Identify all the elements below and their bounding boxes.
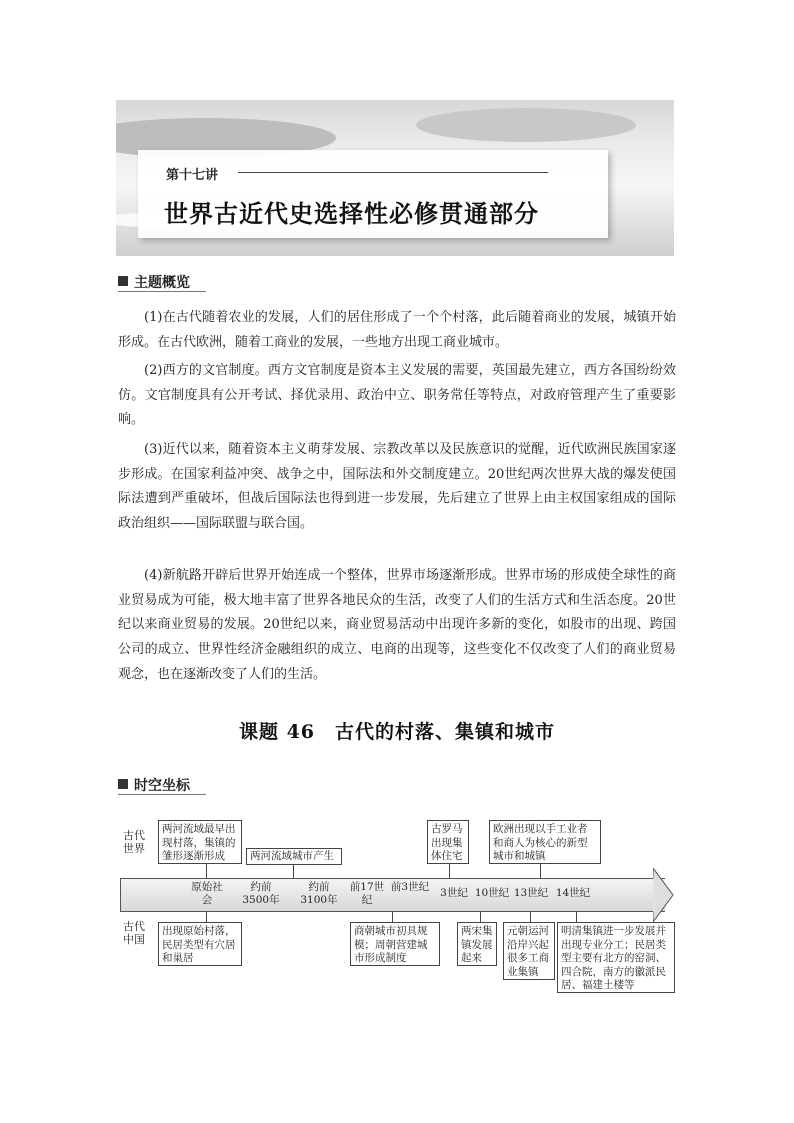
china-event-1: 出现原始村落，民居类型有穴居和巢居 — [158, 922, 242, 966]
tick-3c: 3世纪 — [440, 887, 468, 899]
world-event-2: 两河流域城市产生 — [246, 848, 342, 865]
china-event-2: 商朝城市初具规模；周朝营建城市形成制度 — [350, 922, 440, 966]
tick-14c: 14世纪 — [555, 887, 591, 899]
lesson-title: 课题 46 古代的村落、集镇和城市 — [238, 721, 556, 743]
square-bullet-icon — [118, 779, 128, 789]
world-event-1: 两河流域最早出现村落，集镇的雏形逐渐形成 — [158, 820, 242, 864]
china-event-3: 两宋集镇发展起来 — [457, 922, 497, 966]
timeline-arrow-icon — [653, 868, 675, 922]
row-label-china: 古代中国 — [123, 920, 145, 946]
overview-paragraph-1: (1)在古代随着农业的发展，人们的居住形成了一个个村落，此后随着商业的发展，城镇开始形成。在古代欧洲，随着工商业的发展，一些地方出现工商业城市。 — [118, 310, 676, 350]
square-bullet-icon — [118, 276, 128, 286]
lecture-number: 第十七讲 — [166, 168, 219, 183]
tick-3500bc: 约前3500年 — [242, 881, 280, 906]
world-event-3: 古罗马出现集体住宅 — [427, 820, 469, 864]
tick-13c: 13世纪 — [513, 887, 549, 899]
tick-17c-bc: 前17世纪 — [349, 881, 385, 906]
lecture-title: 世界古近代史选择性必修贯通部分 — [164, 200, 539, 228]
china-event-5: 明清集镇进一步发展并出现专业分工；民居类型主要有北方的窑洞、四合院，南方的徽派民居、福建土楼等 — [557, 922, 675, 993]
overview-paragraph-3: (3)近代以来，随着资本主义萌芽发展、宗教改革以及民族意识的觉醒，近代欧洲民族国家逐步形成。在国家利益冲突、战争之中，国际法和外交制度建立。20世纪两次世界大战的爆发使国际法遭到严重破坏，但战后国际法也得到进一步发展，先后建立了世界上由主权国家组成的国际政治组织——国际联盟与联合国。 — [118, 442, 676, 532]
tick-3c-bc: 前3世纪 — [390, 881, 430, 893]
title-divider — [238, 172, 548, 173]
row-label-world: 古代世界 — [123, 829, 145, 855]
lecture-title-card — [138, 150, 608, 238]
overview-paragraph-2: (2)西方的文官制度。西方文官制度是资本主义发展的需要，英国最先建立，西方各国纷纷效仿。文官制度具有公开考试、择优录用、政治中立、职务常任等特点，对政府管理产生了重要影响。 — [118, 363, 676, 428]
tick-primitive: 原始社会 — [191, 881, 223, 906]
tick-10c: 10世纪 — [474, 887, 510, 899]
overview-paragraph-4: (4)新航路开辟后世界开始连成一个整体，世界市场逐渐形成。世界市场的形成使全球性的商业贸易成为可能，极大地丰富了世界各地民众的生活，改变了人们的生活方式和生活态度。20世纪以来商业贸易的发展。20世纪以来，商业贸易活动中出现许多新的变化，如股市的出现、跨国公司的成立、世界性经济金融组织的成立、电商的出现等，这些变化不仅改变了人们的商业贸易观念，也在逐渐改变了人们的生活。 — [118, 568, 676, 682]
world-event-4: 欧洲出现以手工业者和商人为核心的新型城市和城镇 — [489, 820, 601, 864]
china-event-4: 元朝运河沿岸兴起很多工商业集镇 — [503, 922, 555, 980]
tick-3100bc: 约前3100年 — [300, 881, 338, 906]
